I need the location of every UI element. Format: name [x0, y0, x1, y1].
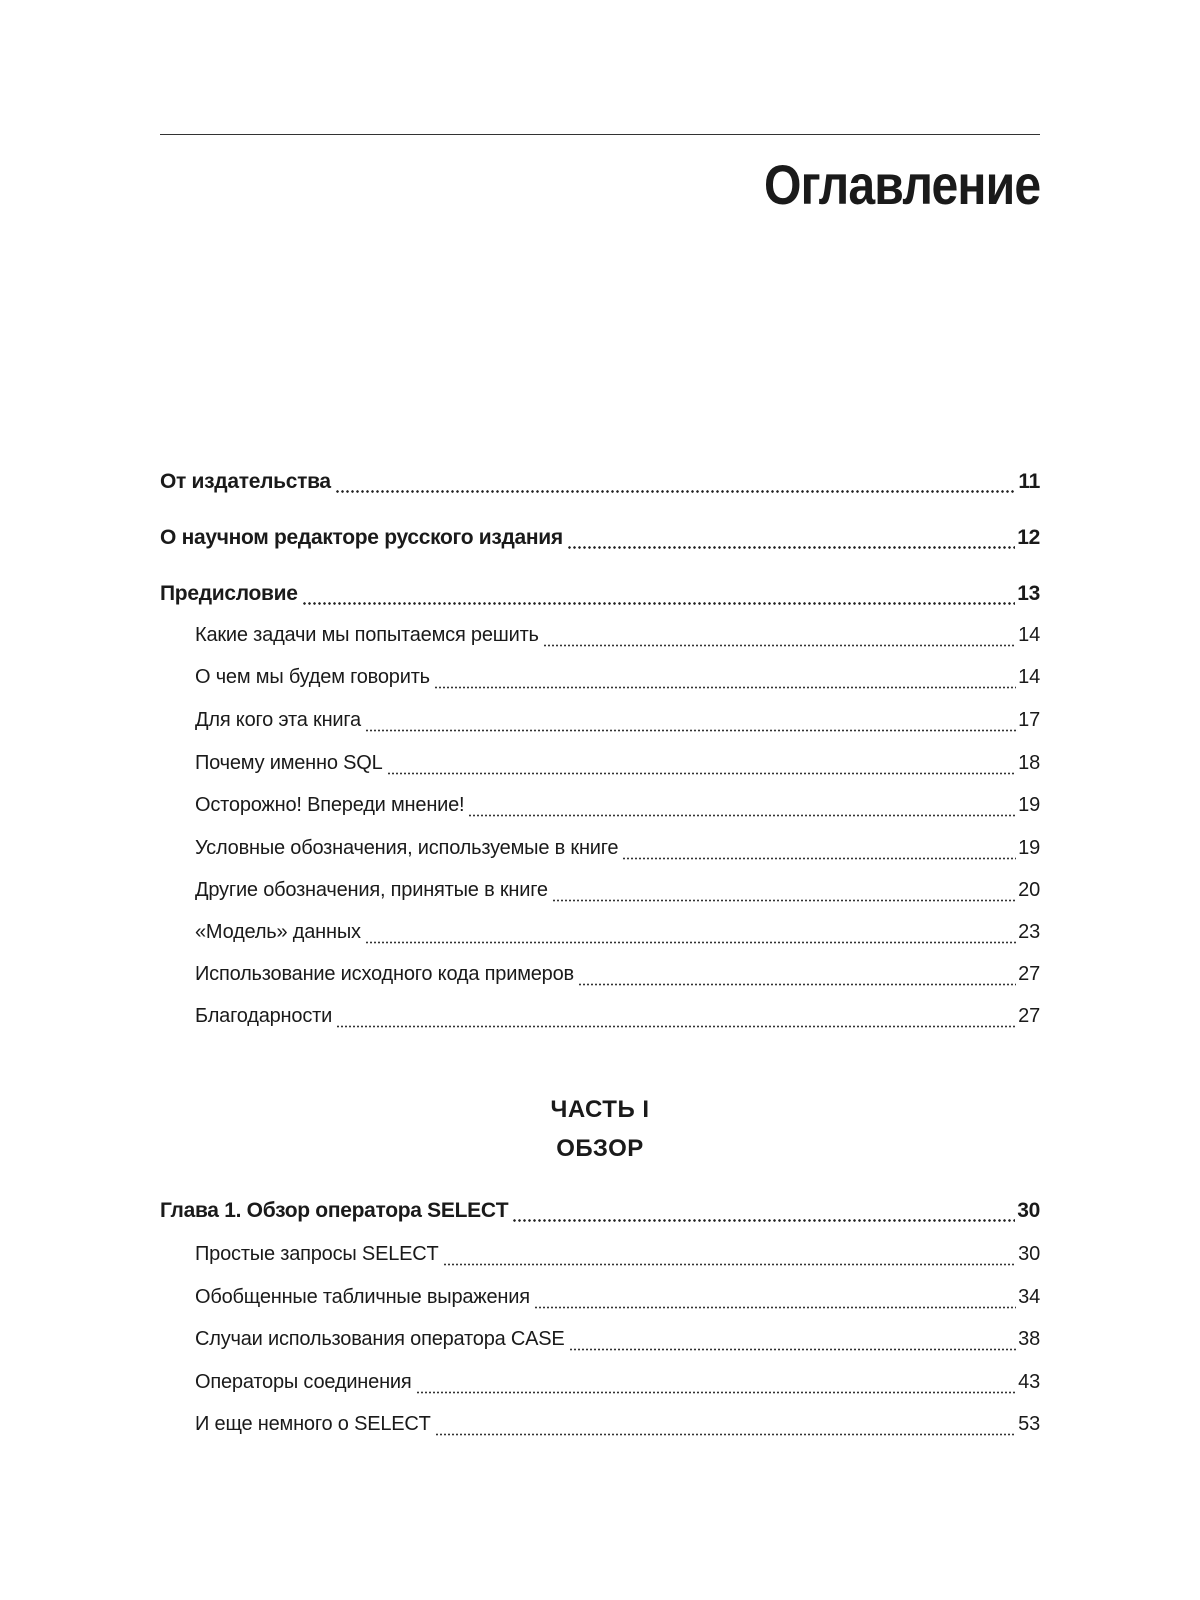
dot-leader	[416, 1391, 1017, 1394]
dot-leader	[365, 941, 1016, 944]
top-rule	[160, 134, 1040, 135]
page-title: Оглавление	[763, 153, 1040, 216]
toc-entry-title: Почему именно SQL	[195, 752, 383, 774]
dot-leader	[578, 983, 1016, 986]
toc-entry-page: 19	[1018, 794, 1040, 816]
toc-subentry[interactable]	[195, 879, 1040, 909]
toc-entry-title: Простые запросы SELECT	[195, 1243, 439, 1265]
toc-entry-page: 20	[1018, 879, 1040, 901]
toc-subentry[interactable]	[195, 1286, 1040, 1316]
toc-subentry[interactable]	[195, 921, 1040, 951]
toc-subentry[interactable]	[195, 1005, 1040, 1035]
toc-subentry[interactable]	[195, 837, 1040, 867]
dot-leader	[443, 1263, 1017, 1266]
toc-entry-page: 13	[1017, 582, 1040, 605]
toc-entry-page: 18	[1018, 752, 1040, 774]
toc-subentry[interactable]	[195, 963, 1040, 993]
toc-entry-page: 12	[1017, 526, 1040, 549]
toc-entry-title: Операторы соединения	[195, 1371, 412, 1393]
part-label: ЧАСТЬ I	[550, 1096, 650, 1123]
toc-subentry[interactable]	[195, 709, 1040, 739]
toc-entry-title: Другие обозначения, принятые в книге	[195, 879, 548, 901]
toc-entry-page: 34	[1018, 1286, 1040, 1308]
toc-entry-about-editor[interactable]	[160, 526, 1040, 556]
toc-entry-title: Обобщенные табличные выражения	[195, 1286, 530, 1308]
dot-leader	[302, 602, 1016, 605]
toc-entry-title: Условные обозначения, используемые в книге	[195, 837, 619, 859]
toc-entry-from-publisher[interactable]	[160, 470, 1040, 500]
toc-entry-page: 38	[1018, 1328, 1040, 1350]
toc-entry-title: От издательства	[160, 470, 331, 493]
toc-entry-title: О научном редакторе русского издания	[160, 526, 563, 549]
toc-entry-page: 27	[1018, 1005, 1040, 1027]
toc-entry-preface[interactable]	[160, 582, 1040, 612]
toc-entry-page: 30	[1017, 1199, 1040, 1222]
toc-entry-page: 43	[1018, 1371, 1040, 1393]
dot-leader	[534, 1306, 1016, 1309]
toc-subentry[interactable]	[195, 1371, 1040, 1401]
toc-entry-title: Осторожно! Впереди мнение!	[195, 794, 465, 816]
toc-entry-page: 11	[1018, 470, 1040, 493]
toc-subentry[interactable]	[195, 752, 1040, 782]
dot-leader	[435, 1433, 1016, 1436]
dot-leader	[365, 729, 1016, 732]
toc-entry-page: 14	[1018, 624, 1040, 646]
toc-entry-title: Случаи использования оператора CASE	[195, 1328, 565, 1350]
dot-leader	[335, 490, 1017, 493]
toc-entry-title: Использование исходного кода примеров	[195, 963, 574, 985]
toc-subentry[interactable]	[195, 1413, 1040, 1443]
toc-entry-title: «Модель» данных	[195, 921, 361, 943]
dot-leader	[387, 772, 1017, 775]
toc-subentry[interactable]	[195, 624, 1040, 654]
dot-leader	[434, 686, 1016, 689]
toc-entry-title: Для кого эта книга	[195, 709, 361, 731]
toc-entry-title: Глава 1. Обзор оператора SELECT	[160, 1199, 509, 1222]
dot-leader	[512, 1219, 1015, 1222]
dot-leader	[336, 1025, 1016, 1028]
toc-entry-page: 27	[1018, 963, 1040, 985]
dot-leader	[552, 899, 1016, 902]
dot-leader	[567, 546, 1015, 549]
part-name: ОБЗОР	[556, 1135, 644, 1162]
toc-subentry[interactable]	[195, 1328, 1040, 1358]
toc-subentry[interactable]	[195, 1243, 1040, 1273]
dot-leader	[622, 857, 1016, 860]
toc-entry-page: 19	[1018, 837, 1040, 859]
toc-entry-page: 17	[1018, 709, 1040, 731]
toc-entry-page: 30	[1018, 1243, 1040, 1265]
toc-entry-title: И еще немного о SELECT	[195, 1413, 431, 1435]
dot-leader	[569, 1348, 1017, 1351]
toc-entry-page: 53	[1018, 1413, 1040, 1435]
toc-entry-title: О чем мы будем говорить	[195, 666, 430, 688]
toc-entry-page: 14	[1018, 666, 1040, 688]
toc-entry-page: 23	[1018, 921, 1040, 943]
toc-subentry[interactable]	[195, 794, 1040, 824]
toc-entry-title: Благодарности	[195, 1005, 333, 1027]
toc-subentry[interactable]	[195, 666, 1040, 696]
toc-entry-chapter-1[interactable]	[160, 1199, 1040, 1229]
toc-entry-title: Какие задачи мы попытаемся решить	[195, 624, 539, 646]
toc-entry-title: Предисловие	[160, 582, 298, 605]
dot-leader	[543, 644, 1016, 647]
dot-leader	[468, 814, 1016, 817]
